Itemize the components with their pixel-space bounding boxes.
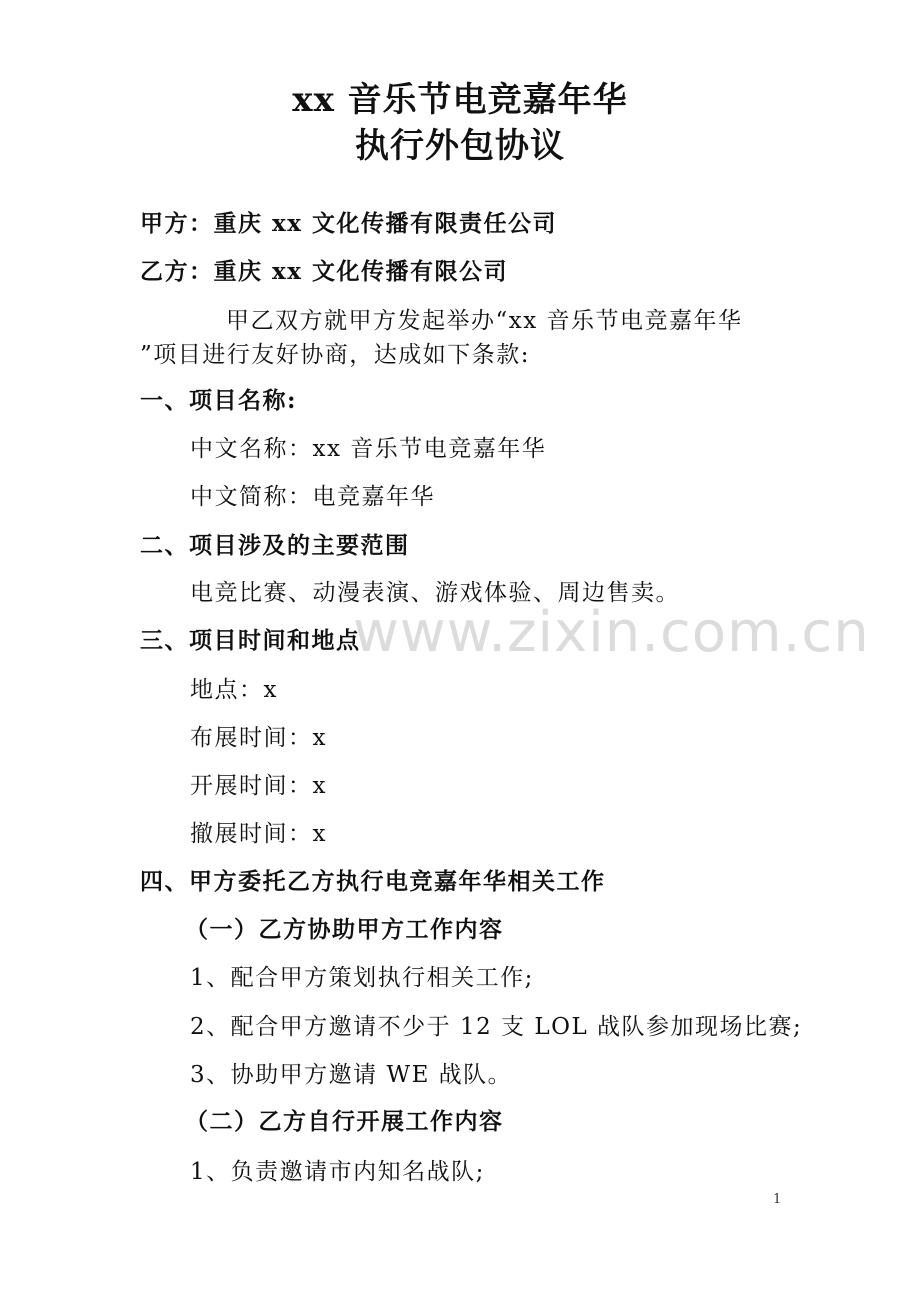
intro-paragraph-line1: 甲乙双方就甲方发起举办“xx 音乐节电竞嘉年华 [226, 308, 743, 334]
document-title-line1: xx 音乐节电竞嘉年华 [292, 80, 628, 120]
subsection-1-heading: （一）乙方协助甲方工作内容 [185, 916, 504, 943]
subsection-1-item-2: 2、配合甲方邀请不少于 12 支 LOL 战队参加现场比赛; [190, 1014, 803, 1040]
section-4-heading: 四、甲方委托乙方执行电竞嘉年华相关工作 [140, 868, 606, 895]
chinese-short-name: 中文简称：电竞嘉年华 [190, 484, 435, 510]
page-number: 1 [773, 1192, 782, 1207]
open-time-line: 开展时间：x [190, 773, 327, 799]
party-a: 甲方：重庆 xx 文化传播有限责任公司 [140, 210, 557, 237]
watermark: www.zixin.com.cn [353, 600, 870, 665]
subsection-2-item-1: 1、负责邀请市内知名战队; [190, 1159, 485, 1185]
subsection-2-heading: （二）乙方自行开展工作内容 [185, 1108, 504, 1135]
party-b: 乙方：重庆 xx 文化传播有限公司 [140, 258, 508, 285]
venue-line: 地点：x [190, 677, 278, 703]
subsection-1-item-3: 3、协助甲方邀请 WE 战队。 [190, 1062, 513, 1088]
subsection-1-item-1: 1、配合甲方策划执行相关工作; [190, 965, 534, 991]
section-3-heading: 三、项目时间和地点 [140, 627, 361, 654]
chinese-name: 中文名称：xx 音乐节电竞嘉年华 [190, 436, 547, 462]
section-1-heading: 一、项目名称: [140, 387, 297, 414]
intro-paragraph-line2: ”项目进行友好协商，达成如下条款: [140, 342, 531, 368]
section-2-body: 电竞比赛、动漫表演、游戏体验、周边售卖。 [190, 580, 680, 606]
section-2-heading: 二、项目涉及的主要范围 [140, 532, 410, 559]
teardown-time-line: 撤展时间：x [190, 821, 327, 847]
document-title-line2: 执行外包协议 [355, 126, 565, 166]
setup-time-line: 布展时间：x [190, 725, 327, 751]
